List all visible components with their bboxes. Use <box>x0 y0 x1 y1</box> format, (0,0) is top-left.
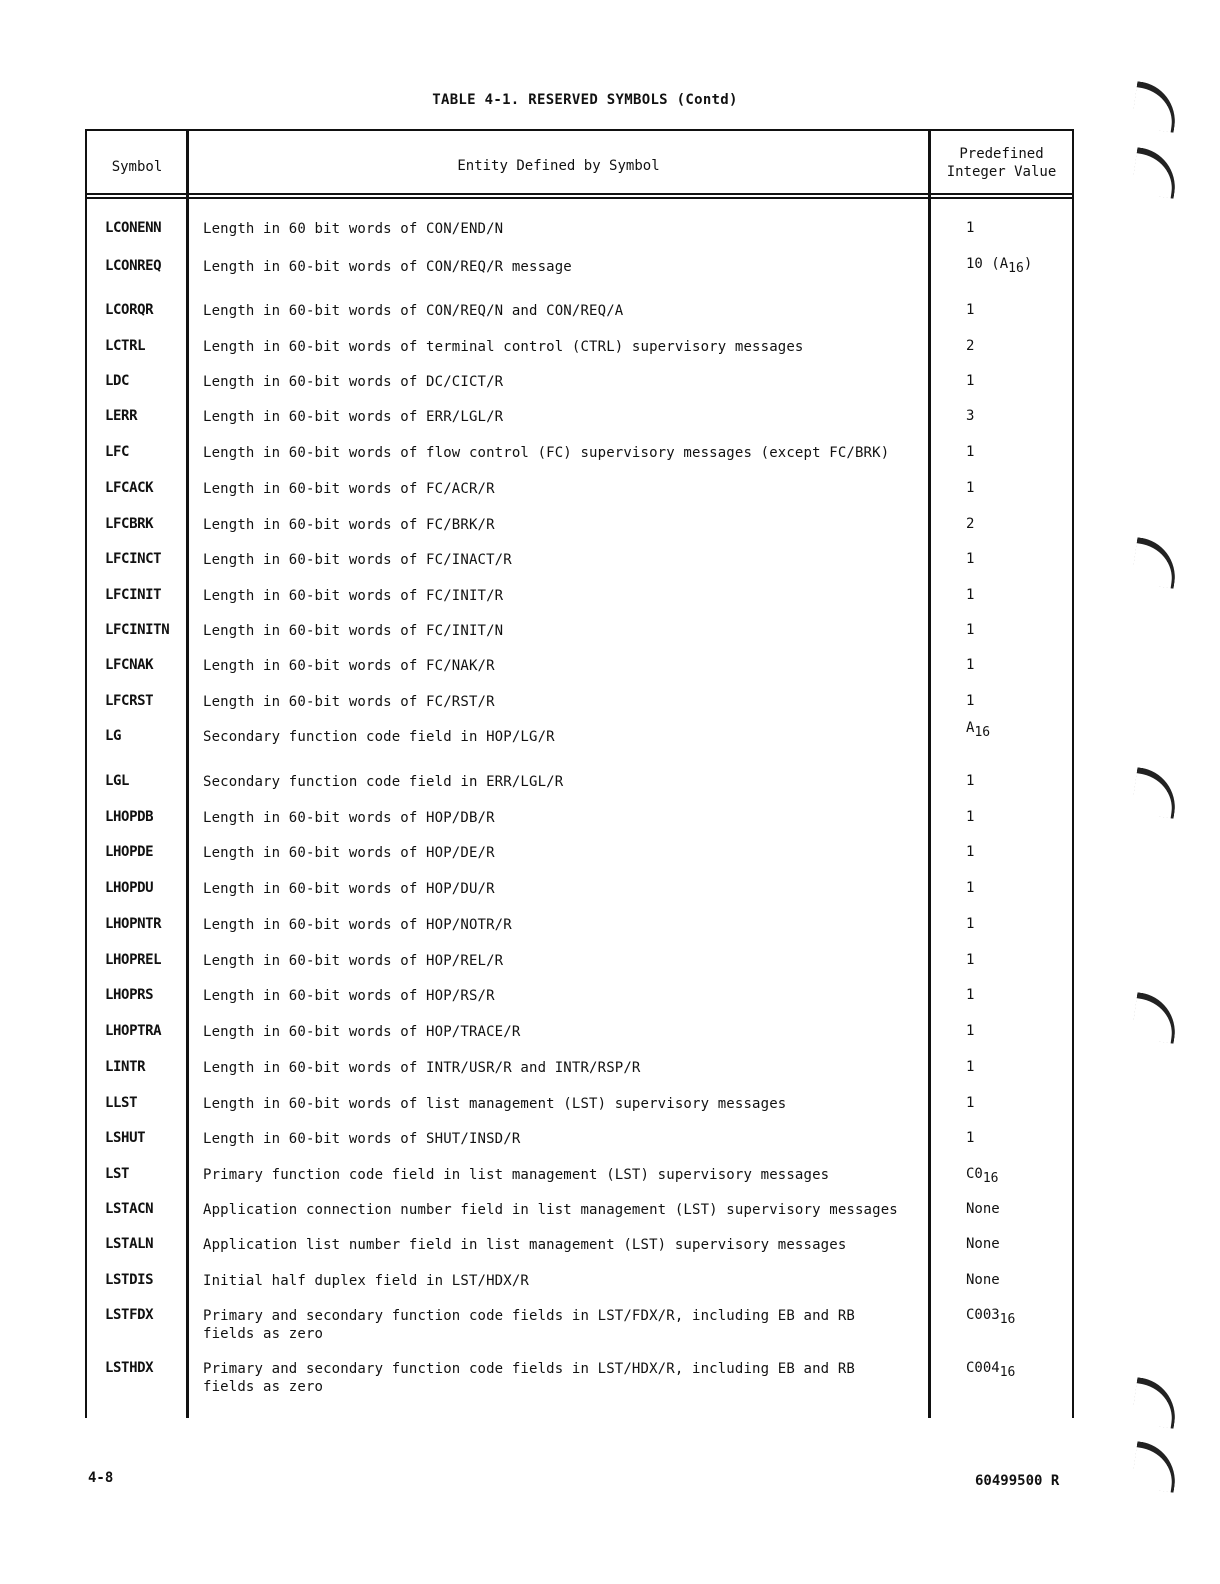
value-cell <box>966 1059 1066 1075</box>
value-cell <box>966 1201 1066 1217</box>
entity-cell <box>203 1201 943 1219</box>
symbol-cell: LCONENN <box>105 220 162 236</box>
entity-text: Length in 60-bit words of CON/REQ/R message <box>203 259 572 275</box>
entity-text: Length in 60-bit words of HOP/NOTR/R <box>203 917 512 933</box>
symbol-cell: LINTR <box>105 1059 146 1075</box>
binder-hole-mark <box>1131 147 1180 199</box>
value-cell <box>966 1272 1066 1288</box>
entity-text: Length in 60-bit words of HOP/DE/R <box>203 845 495 861</box>
symbol-cell: LHOPDU <box>105 880 154 896</box>
entity-cell <box>203 1059 943 1077</box>
entity-text: Length in 60-bit words of FC/RST/R <box>203 694 495 710</box>
entity-text: Secondary function code field in ERR/LGL/R <box>203 774 564 790</box>
symbol-cell: LSHUT <box>105 1130 146 1146</box>
header-symbol: Symbol <box>111 159 163 175</box>
value-text: 1 <box>966 551 975 567</box>
value-cell <box>966 844 1066 860</box>
symbol-cell: LFC <box>105 444 130 460</box>
symbol-cell: LCORQR <box>105 302 154 318</box>
entity-text: Length in 60-bit words of HOP/RS/R <box>203 988 495 1004</box>
entity-text: Length in 60-bit words of HOP/DU/R <box>203 881 495 897</box>
symbol-cell: LHOPDB <box>105 809 154 825</box>
value-cell <box>966 773 1066 789</box>
header-value-line2: Integer Value <box>946 164 1057 180</box>
value-cell <box>966 302 1066 318</box>
page-number: 4-8 <box>88 1470 114 1486</box>
symbol-cell: LHOPNTR <box>105 916 162 932</box>
value-text: None <box>966 1272 1000 1288</box>
value-text: None <box>966 1201 1000 1217</box>
entity-text: Length in 60-bit words of CON/REQ/N and CON/REQ/A <box>203 303 624 319</box>
header-divider <box>85 193 1074 195</box>
value-text: 1 <box>966 587 975 603</box>
entity-text: Length in 60-bit words of flow control (FC) supervisory messages (except FC/BRK) <box>203 445 890 461</box>
entity-text: Length in 60-bit words of DC/CICT/R <box>203 374 504 390</box>
symbol-cell: LHOPTRA <box>105 1023 162 1039</box>
binder-hole-mark <box>1131 767 1180 819</box>
entity-cell <box>203 551 943 569</box>
value-suffix: ) <box>1023 256 1033 272</box>
value-cell <box>966 220 1066 236</box>
value-cell <box>966 657 1066 673</box>
binder-hole-mark <box>1131 81 1180 133</box>
entity-text-line2: fields as zero <box>203 1326 324 1342</box>
entity-cell <box>203 657 943 675</box>
symbol-cell: LFCRST <box>105 693 154 709</box>
value-text: 1 <box>966 1059 975 1075</box>
table-top-border <box>85 129 1074 131</box>
value-text: 1 <box>966 220 975 236</box>
value-text: 1 <box>966 622 975 638</box>
value-text: 1 <box>966 916 975 932</box>
entity-cell <box>203 1095 943 1113</box>
value-cell <box>966 809 1066 825</box>
symbol-cell: LFCACK <box>105 480 154 496</box>
value-text: 1 <box>966 1023 975 1039</box>
value-cell <box>966 480 1066 496</box>
entity-cell <box>203 728 943 746</box>
entity-cell <box>203 916 943 934</box>
entity-text: Primary function code field in list management (LST) supervisory messages <box>203 1167 830 1183</box>
header-divider-double <box>85 197 1074 199</box>
value-text: 1 <box>966 952 975 968</box>
value-cell <box>966 587 1066 603</box>
entity-cell <box>203 987 943 1005</box>
value-cell <box>966 338 1066 354</box>
entity-text: Primary and secondary function code fields in LST/FDX/R, including EB and RB <box>203 1308 855 1324</box>
entity-cell <box>203 302 943 320</box>
entity-cell <box>203 587 943 605</box>
value-subscript: 16 <box>1008 261 1024 276</box>
symbol-cell: LSTACN <box>105 1201 154 1217</box>
entity-cell <box>203 1166 943 1184</box>
value-cell <box>966 1166 1066 1186</box>
symbol-cell: LST <box>105 1166 130 1182</box>
entity-cell <box>203 258 943 276</box>
value-text: 1 <box>966 880 975 896</box>
symbol-cell: LLST <box>105 1095 138 1111</box>
symbol-cell: LHOPRS <box>105 987 154 1003</box>
value-text: C004 <box>966 1360 1000 1376</box>
table-left-border <box>85 129 87 1418</box>
entity-text: Length in 60-bit words of list management (LST) supervisory messages <box>203 1096 787 1112</box>
value-text: A <box>966 720 975 736</box>
entity-cell <box>203 444 943 462</box>
value-cell <box>966 952 1066 968</box>
value-text: C003 <box>966 1307 1000 1323</box>
symbol-cell: LCONREQ <box>105 258 162 274</box>
value-text: 1 <box>966 480 975 496</box>
value-cell <box>966 1236 1066 1252</box>
value-cell <box>966 1023 1066 1039</box>
value-subscript: 16 <box>999 1365 1016 1380</box>
entity-text: Length in 60-bit words of FC/NAK/R <box>203 658 495 674</box>
symbol-cell: LFCNAK <box>105 657 154 673</box>
entity-cell <box>203 516 943 534</box>
value-text: 1 <box>966 373 975 389</box>
entity-text: Length in 60-bit words of HOP/TRACE/R <box>203 1024 521 1040</box>
value-subscript: 16 <box>999 1312 1016 1327</box>
reserved-symbols-table <box>85 129 1074 1418</box>
entity-cell <box>203 1023 943 1041</box>
header-entity: Entity Defined by Symbol <box>457 158 660 174</box>
value-subscript: 16 <box>982 1171 999 1186</box>
value-text: 1 <box>966 844 975 860</box>
entity-cell <box>203 952 943 970</box>
entity-text: Length in 60-bit words of terminal control (CTRL) supervisory messages <box>203 339 804 355</box>
header-value-line1: Predefined <box>959 146 1044 162</box>
value-text: 1 <box>966 1130 975 1146</box>
value-text: None <box>966 1236 1000 1252</box>
entity-text: Length in 60-bit words of FC/BRK/R <box>203 517 495 533</box>
value-cell <box>966 987 1066 1003</box>
entity-text: Length in 60-bit words of HOP/REL/R <box>203 953 504 969</box>
entity-cell <box>203 622 943 640</box>
symbol-cell: LHOPDE <box>105 844 154 860</box>
value-cell <box>966 693 1066 709</box>
entity-cell <box>203 844 943 862</box>
symbol-cell: LERR <box>105 408 138 424</box>
entity-cell <box>203 1272 943 1290</box>
document-number: 60499500 R <box>975 1473 1060 1489</box>
entity-text: Application list number field in list management (LST) supervisory messages <box>203 1237 847 1253</box>
entity-cell <box>203 773 943 791</box>
value-cell <box>966 256 1066 276</box>
symbol-cell: LG <box>105 728 122 744</box>
value-cell <box>966 1360 1066 1380</box>
entity-text: Length in 60 bit words of CON/END/N <box>203 221 504 237</box>
value-cell <box>966 373 1066 389</box>
entity-text: Length in 60-bit words of ERR/LGL/R <box>203 409 504 425</box>
value-text: 2 <box>966 338 975 354</box>
value-cell <box>966 551 1066 567</box>
value-text: 1 <box>966 773 975 789</box>
value-text: 1 <box>966 657 975 673</box>
value-text: 1 <box>966 444 975 460</box>
entity-cell <box>203 480 943 498</box>
value-text: 1 <box>966 809 975 825</box>
entity-text: Length in 60-bit words of HOP/DB/R <box>203 810 495 826</box>
entity-cell <box>203 373 943 391</box>
value-cell <box>966 880 1066 896</box>
entity-text: Initial half duplex field in LST/HDX/R <box>203 1273 529 1289</box>
entity-cell <box>203 880 943 898</box>
binder-hole-mark <box>1131 537 1180 589</box>
entity-cell <box>203 809 943 827</box>
entity-cell <box>203 1236 943 1254</box>
binder-hole-mark <box>1131 1441 1180 1493</box>
entity-cell <box>203 1360 943 1396</box>
value-cell <box>966 516 1066 532</box>
entity-cell <box>203 220 943 238</box>
symbol-cell: LSTFDX <box>105 1307 154 1323</box>
value-text: 1 <box>966 987 975 1003</box>
value-text: 10 (A <box>966 256 1009 272</box>
entity-cell <box>203 1130 943 1148</box>
value-cell <box>966 916 1066 932</box>
symbol-cell: LSTHDX <box>105 1360 154 1376</box>
entity-text-line2: fields as zero <box>203 1379 324 1395</box>
value-text: 1 <box>966 302 975 318</box>
symbol-cell: LFCBRK <box>105 516 154 532</box>
entity-text: Secondary function code field in HOP/LG/R <box>203 729 555 745</box>
entity-text: Length in 60-bit words of FC/INIT/R <box>203 588 504 604</box>
symbol-cell: LCTRL <box>105 338 146 354</box>
symbol-cell: LSTDIS <box>105 1272 154 1288</box>
value-text: 3 <box>966 408 975 424</box>
value-text: C0 <box>966 1166 983 1182</box>
value-cell <box>966 1095 1066 1111</box>
entity-cell <box>203 408 943 426</box>
value-subscript: 16 <box>974 725 991 740</box>
entity-text: Length in 60-bit words of INTR/USR/R and INTR/RSP/R <box>203 1060 641 1076</box>
value-text: 1 <box>966 693 975 709</box>
entity-cell <box>203 338 943 356</box>
entity-text: Length in 60-bit words of SHUT/INSD/R <box>203 1131 521 1147</box>
symbol-cell: LDC <box>105 373 130 389</box>
symbol-cell: LFCINIT <box>105 587 162 603</box>
value-cell <box>966 622 1066 638</box>
binder-hole-mark <box>1131 1377 1180 1429</box>
symbol-cell: LSTALN <box>105 1236 154 1252</box>
value-text: 2 <box>966 516 975 532</box>
entity-text: Length in 60-bit words of FC/INIT/N <box>203 623 504 639</box>
value-cell <box>966 444 1066 460</box>
entity-cell <box>203 693 943 711</box>
symbol-cell: LHOPREL <box>105 952 162 968</box>
symbol-cell: LGL <box>105 773 130 789</box>
symbol-cell: LFCINITN <box>105 622 170 638</box>
value-cell <box>966 720 1066 740</box>
entity-text: Length in 60-bit words of FC/INACT/R <box>203 552 512 568</box>
entity-text: Length in 60-bit words of FC/ACR/R <box>203 481 495 497</box>
entity-cell <box>203 1307 943 1343</box>
table-right-border <box>1072 129 1074 1418</box>
symbol-cell: LFCINCT <box>105 551 162 567</box>
binder-hole-mark <box>1131 992 1180 1044</box>
value-cell <box>966 1130 1066 1146</box>
entity-text: Primary and secondary function code fields in LST/HDX/R, including EB and RB <box>203 1361 855 1377</box>
value-text: 1 <box>966 1095 975 1111</box>
entity-text: Application connection number field in list management (LST) supervisory messages <box>203 1202 898 1218</box>
table-title: TABLE 4-1. RESERVED SYMBOLS (Contd) <box>432 92 738 108</box>
value-cell <box>966 1307 1066 1327</box>
value-cell <box>966 408 1066 424</box>
